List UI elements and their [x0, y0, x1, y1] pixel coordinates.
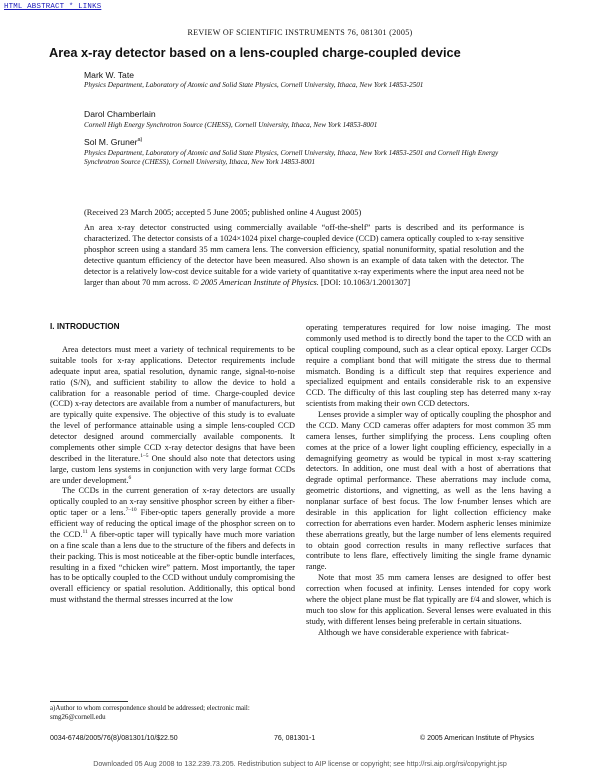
author-footnote-marker: a)	[137, 137, 143, 144]
section-heading: I. INTRODUCTION	[50, 322, 120, 331]
paragraph: Note that most 35 mm camera lenses are designed to offer best correction when focused at infinity. Lenses intended for copy work where the object plane must be flat typically are f/4 and slower, which is much too slow for this application. Several lenses were evaluated in this study, with different lenses being preferable in certain situations.	[306, 573, 551, 626]
author-name: Mark W. Tate	[84, 70, 134, 80]
copyright-notice: © 2005 American Institute of Physics.	[192, 277, 319, 287]
footer-page: 76, 081301-1	[274, 735, 316, 742]
download-notice: Downloaded 05 Aug 2008 to 132.239.73.205. Redistribution subject to AIP license or copyright; see http://rsi.aip.org/rsi/copyright.jsp	[93, 760, 507, 768]
author-affiliation: Cornell High Energy Synchrotron Source (CHESS), Cornell University, Ithaca, New York 14853-8001	[84, 121, 378, 129]
paragraph: Although we have considerable experience with fabricat-	[318, 627, 509, 637]
footnote-rule	[50, 701, 128, 702]
abstract	[84, 223, 524, 288]
running-head: REVIEW OF SCIENTIFIC INSTRUMENTS 76, 081301 (2005)	[187, 28, 413, 37]
paragraph: The CCDs in the current generation of x-ray detectors are usually optically coupled to an x-ray sensitive phosphor screen by either a fiber-optic taper or a lens.$^{7-10}$ Fiber-optic tapers generally provide a more efficient way of reducing the optical image of the phosphor screen on to the CCD.$^{11}$ A fiber-optic taper will typically have much more variation on a fine scale than a lens due to the structure of the fibers and defects in their packing. This is most noticeable at the fiber-optic bundle interfaces, resulting in a fixed “chicken wire” pattern. Most importantly, the taper has to be optically coupled to the CCD without unduly compromising the overall efficiency or spatial resolution. Additionally, this optical bond must withstand the thermal stresses incurred at the low	[50, 486, 295, 605]
footer-copyright: © 2005 American Institute of Physics	[420, 735, 535, 742]
author-affiliation: Physics Department, Laboratory of Atomic and Solid State Physics, Cornell University, Ithaca, New York 14853-2501	[84, 81, 424, 89]
abstract-text: An area x-ray detector constructed using commercially available “off-the-shelf” parts is described and its performance is characterized. The detector consists of a 1024×1024 pixel charge-coupled device (CCD) camera optically coupled to x-ray sensitive phosphor screen using a standard 35 mm camera lens. The conversion efficiency, spatial nonuniformity, spatial resolution and the detective quantum efficiency of the detector have been measured. Also shown is an example of data taken with the detector. The detector is a relatively low-cost device suitable for a wide variety of quantitative x-ray experiments where the input area need not be larger than about 70 mm across.	[84, 223, 524, 287]
author-name: Sol M. Gruner$^{a)}$	[84, 137, 143, 147]
footnote: a)Author to whom correspondence should be addressed; electronic mail: smg26@cornell.edu	[50, 705, 250, 721]
column-right	[306, 323, 551, 638]
received-dates: (Received 23 March 2005; accepted 5 June 2005; published online 4 August 2005)	[84, 208, 362, 217]
paragraph: operating temperatures required for low noise imaging. The most commonly used method is to directly bond the taper to the CCD with an optical coupling compound, such as a clear optical epoxy. Larger CCDs require a compliant bond that will mitigate the stress due to thermal mismatch. Bonding is a difficult step that requires experience and specialized equipment and entails considerable risk to an expensive CCD. The difficulty of this last coupling step has deterred many x-ray scientists from making their own CCD detectors.	[306, 323, 551, 409]
author-name: Darol Chamberlain	[84, 109, 156, 119]
author-affiliation: Physics Department, Laboratory of Atomic and Solid State Physics, Cornell University, Ithaca, New York 14853-2501 and Cornell High Energy Synchrotron Source (CHESS), Cornell University, Ithaca, New York 14853-8001	[84, 149, 499, 166]
paragraph: Area detectors must meet a variety of technical requirements to be suitable tools for x-ray applications. Detector requirements include adequate input area, spatial resolution, dynamic range, signal-to-noise ratio (S/N), and sufficient stability to allow the device to hold a calibration for a reasonable period of time. Charge-coupled device (CCD) x-ray detectors are available from a number of manufacturers, but are typically quite expensive. The objective of this study is to evaluate the level of performance attainable using a simple lens-coupled CCD detector designed around commercially available components. It complements other simple CCD x-ray detector designs that have been described in the literature.$^{1-5}$ One should also note that detectors using large, custom lens systems in conjunction with very large format CCDs are under development.$^6$	[50, 345, 295, 485]
column-left	[50, 345, 295, 606]
footer-code: 0034-6748/2005/76(8)/081301/10/$22.50	[50, 735, 178, 742]
doi: [DOI: 10.1063/1.2001307]	[320, 277, 411, 287]
html-abstract-links[interactable]: HTML ABSTRACT * LINKS	[4, 3, 102, 11]
paper-title: Area x-ray detector based on a lens-coupled charge-coupled device	[49, 45, 461, 60]
paragraph: Lenses provide a simpler way of optically coupling the phosphor and the CCD. Many CCD cameras offer adapters for most common 35 mm camera lenses, further simplifying the process. Lens coupling often comes at the price of a lower light coupling efficiency, especially in a demagnifying geometry as would be typical in most x-ray scattering detectors. In addition, one must deal with a host of aberrations that degrade optimal performance. These aberrations may include coma, geometric distortions, and vignetting, as well as the lens having a nonplanar surface of best focus. The low f-number lenses which are desirable in this application for light collection efficiency make correction for aberrations even harder. Modern aspheric lenses minimize these aberrations greatly, but the large number of lens elements required to obtain good correction results in many reflective surfaces that contribute to lens flare, effectively limiting the single frame dynamic range.	[306, 410, 551, 572]
